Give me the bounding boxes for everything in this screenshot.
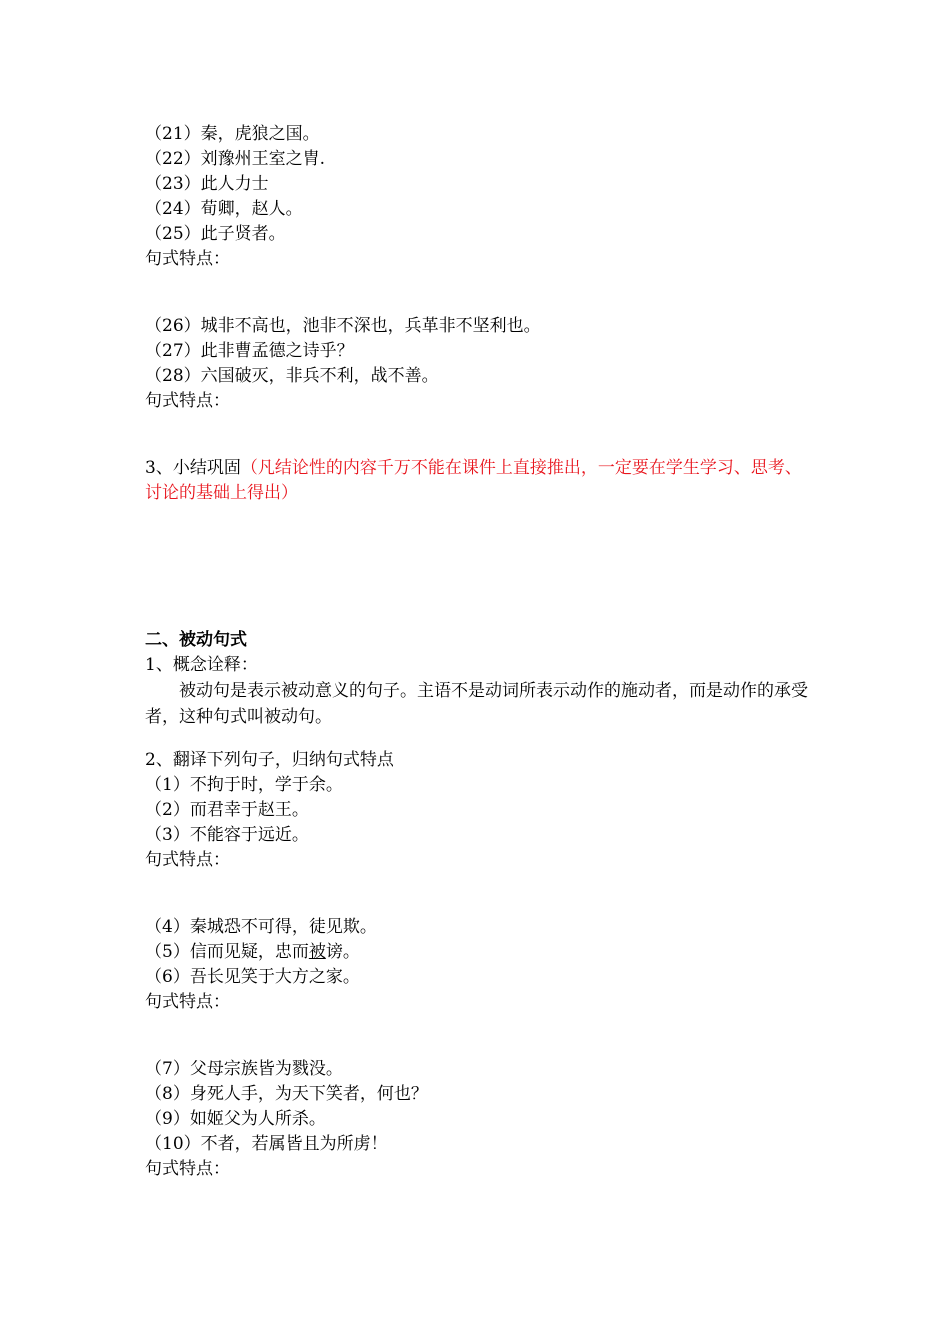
sentence-5 (145, 940, 815, 965)
sentence-8: （8）身死人手，为天下笑者，何也？ (145, 1084, 428, 1104)
sentence-9: （9）如姬父为人所杀。 (145, 1109, 326, 1129)
sentence-24: （24）荀卿，赵人。 (145, 199, 303, 219)
sentence-3: （3）不能容于远近。 (145, 825, 309, 845)
feature-label-2: 句式特点： (145, 391, 230, 411)
concept-paragraph: 被动句是表示被动意义的句子。主语不是动词所表示动作的施动者，而是动作的承受者，这种句式叫被动句。 (145, 681, 808, 727)
sentence-23: （23）此人力士 (145, 174, 269, 194)
sentence-10: （10）不者，若属皆且为所虏！ (145, 1134, 388, 1154)
concept-label: 1、概念诠释： (145, 655, 258, 675)
sentence-2: （2）而君幸于赵王。 (145, 800, 309, 820)
task-instruction: 2、翻译下列句子，归纳句式特点 (145, 750, 394, 770)
document-page (145, 122, 815, 1182)
summary-note: （凡结论性的内容千万不能在课件上直接推出，一定要在学生学习、思考、讨论的基础上得出） (145, 458, 802, 503)
sentence-5-start: （5）信而见疑，忠而 (145, 942, 309, 962)
feature-label-4: 句式特点： (145, 992, 230, 1012)
sentence-6: （6）吾长见笑于大方之家。 (145, 967, 360, 987)
feature-label-1: 句式特点： (145, 249, 230, 269)
sentence-25: （25）此子贤者。 (145, 224, 286, 244)
sentence-26: （26）城非不高也，池非不深也，兵革非不坚利也。 (145, 316, 541, 336)
sentence-4: （4）秦城恐不可得，徒见欺。 (145, 917, 377, 937)
section-heading-passive: 二、被动句式 (145, 630, 247, 650)
sentence-1: （1）不拘于时，学于余。 (145, 775, 343, 795)
sentence-22: （22）刘豫州王室之胄. (145, 149, 326, 169)
sentence-28: （28）六国破灭，非兵不利，战不善。 (145, 366, 439, 386)
feature-label-3: 句式特点： (145, 850, 230, 870)
summary-block (145, 456, 815, 506)
sentence-7: （7）父母宗族皆为戮没。 (145, 1059, 343, 1079)
sentence-27: （27）此非曹孟德之诗乎？ (145, 341, 354, 361)
feature-label-5: 句式特点： (145, 1159, 230, 1179)
sentence-5-end: 谤。 (325, 942, 360, 962)
summary-prefix: 3、小结巩固 (145, 458, 241, 478)
sentence-21: （21）秦，虎狼之国。 (145, 124, 320, 144)
sentence-5-underlined: 被 (308, 942, 326, 962)
